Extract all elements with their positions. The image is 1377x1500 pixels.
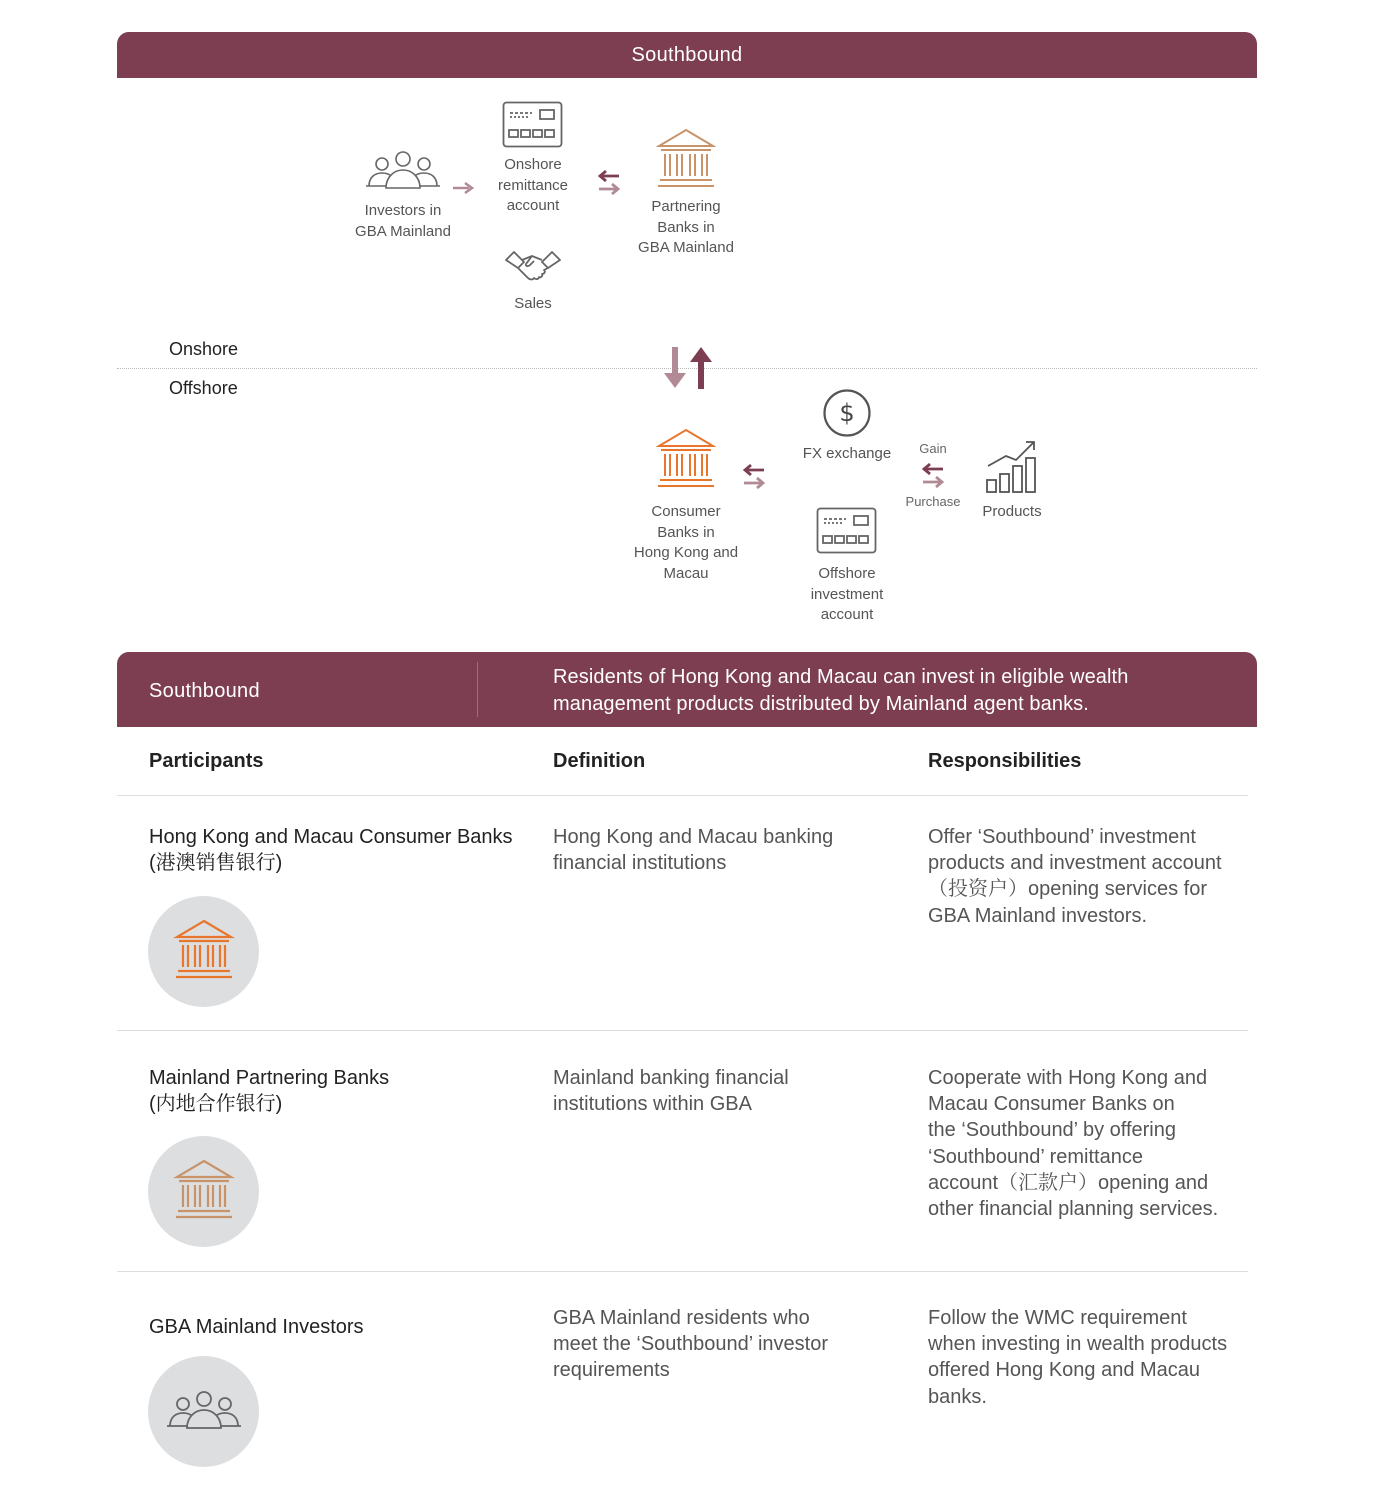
- fx-exchange-label: FX exchange: [802, 445, 892, 462]
- responsibility-text: Follow the WMC requirement when investing in wealth products offered Hong Kong and Macau banks.: [928, 1307, 1228, 1408]
- offshore-label: Offshore: [169, 378, 238, 398]
- column-header-participants: Participants: [149, 750, 264, 772]
- account-card-icon: [502, 101, 564, 149]
- up-down-arrows-icon: [661, 345, 715, 391]
- purchase-label: Purchase: [905, 494, 961, 509]
- exchange-arrows-icon: [742, 464, 766, 490]
- right-arrow-icon: [452, 181, 474, 195]
- gain-label: Gain: [919, 441, 947, 456]
- definition-text: Mainland banking financial institutions within GBA: [553, 1067, 789, 1116]
- table-header-title: Southbound: [149, 680, 260, 702]
- consumer-bank-label: Consumer Banks in Hong Kong and Macau: [633, 503, 739, 582]
- growth-chart-icon: [984, 438, 1042, 496]
- dollar-coin-icon: [822, 388, 872, 438]
- table-divider: [117, 1030, 1248, 1031]
- column-header-definition: Definition: [553, 750, 646, 772]
- table-header-description: Residents of Hong Kong and Macau can invest in eligible wealth management products distributed by Mainland agent banks.: [553, 666, 1129, 715]
- account-card-icon: [816, 507, 878, 555]
- people-icon: [364, 150, 442, 192]
- people-icon: [148, 1356, 259, 1467]
- responsibility-text: Cooperate with Hong Kong and Macau Consumer Banks on the ‘Southbound’ by offering ‘Southbound’ remittance account（汇款户）opening and other financial planning services.: [928, 1067, 1219, 1221]
- offshore-account-label: Offshore investment account: [810, 565, 884, 623]
- column-header-responsibilities: Responsibilities: [928, 750, 1082, 772]
- bank-icon: [656, 428, 716, 490]
- remittance-label: Onshore remittance account: [497, 156, 569, 214]
- participant-title: Mainland Partnering Banks (内地合作银行): [149, 1067, 390, 1115]
- participant-title: Hong Kong and Macau Consumer Banks (港澳销售银行): [149, 826, 513, 874]
- bank-icon: [148, 1136, 259, 1247]
- participant-title: GBA Mainland Investors: [149, 1316, 364, 1338]
- exchange-arrows-icon: [597, 170, 621, 196]
- handshake-icon: [504, 250, 562, 290]
- svg-text:$: $: [839, 399, 855, 427]
- onshore-label: Onshore: [169, 339, 239, 359]
- investors-label: Investors in GBA Mainland: [355, 202, 451, 240]
- definition-text: GBA Mainland residents who meet the ‘Southbound’ investor requirements: [553, 1307, 828, 1382]
- products-label: Products: [982, 503, 1042, 520]
- table-divider: [117, 795, 1248, 796]
- participant-avatar: [148, 1356, 259, 1467]
- partnering-label: Partnering Banks in GBA Mainland: [638, 198, 734, 256]
- table-divider: [117, 1271, 1248, 1272]
- responsibility-text: Offer ‘Southbound’ investment products and investment account （投资户）opening services for GBA Mainland investors.: [928, 826, 1222, 927]
- bank-icon: [656, 128, 716, 190]
- exchange-arrows-icon: [921, 463, 945, 489]
- participant-avatar: [148, 1136, 259, 1247]
- banner-title: Southbound: [631, 44, 743, 66]
- table-header-banner: [117, 652, 1257, 727]
- sales-label: Sales: [514, 295, 552, 312]
- definition-text: Hong Kong and Macau banking financial institutions: [553, 826, 834, 875]
- participant-avatar: [148, 896, 259, 1007]
- header-separator: [477, 662, 478, 717]
- bank-icon: [148, 896, 259, 1007]
- diagram-banner: [117, 32, 1257, 78]
